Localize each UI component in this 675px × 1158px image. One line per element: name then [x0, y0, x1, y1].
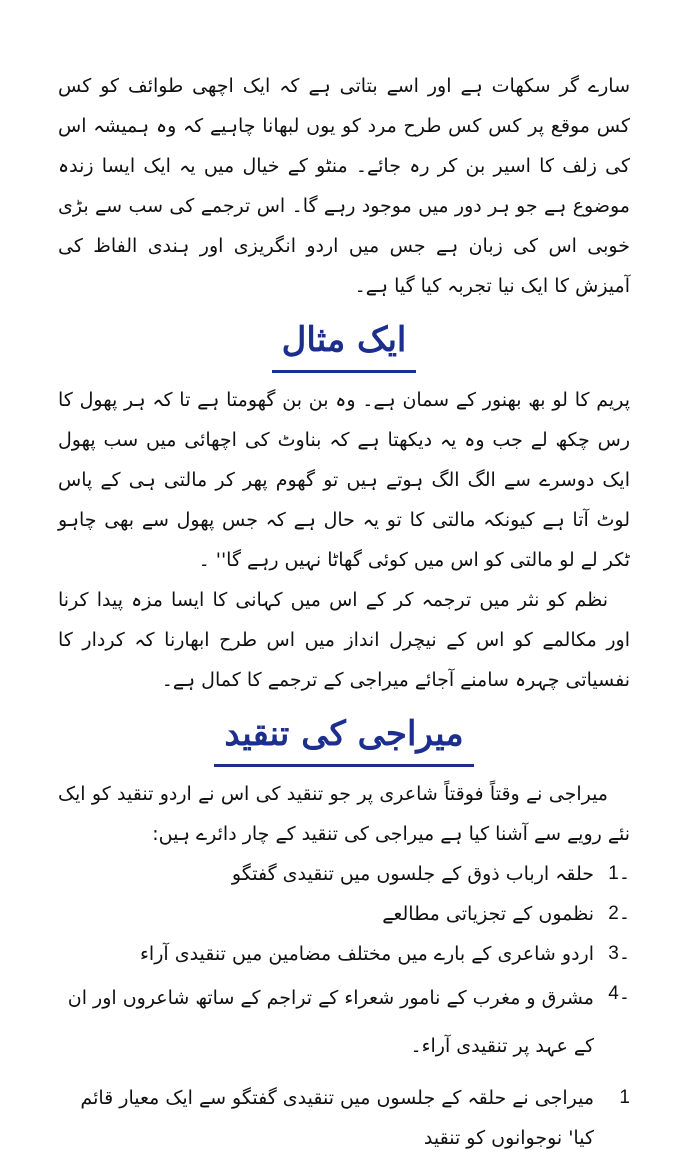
list-item-text: حلقہ ارباب ذوق کے جلسوں میں تنقیدی گفتگو	[231, 863, 594, 885]
list-item-number: 4۔	[608, 983, 630, 1004]
list-item-text: نظموں کے تجزیاتی مطالعے	[382, 903, 594, 925]
list-item	[58, 934, 630, 974]
list-item-text: اردو شاعری کے بارے میں مختلف مضامین میں تنقیدی آراء	[140, 943, 594, 965]
list-item-number: 1۔	[608, 863, 630, 884]
intro-paragraph: سارے گر سکھات ہے اور اسے بتاتی ہے کہ ایک اچھی طوائف کو کس کس موقع پر کس کس طرح مرد کو یوں لبھانا چاہیے کہ وہ ہمیشہ اس کی زلف کا اسیر بن کر رہ جائے۔ منٹو کے خیال میں یہ ایک ایسا زندہ موضوع ہے جو ہر دور میں موجود رہے گا۔ اس ترجمے کی سب سے بڑی خوبی اس کی زبان ہے جس میں اردو انگریزی اور ہندی الفاظ کی آمیزش کا ایک نیا تجربہ کیا گیا ہے۔	[58, 75, 630, 297]
criticism-list	[58, 854, 630, 1070]
list-item	[58, 894, 630, 934]
list-item-number: 2۔	[608, 903, 630, 924]
list-item	[58, 974, 630, 1070]
criticism-intro-paragraph: میراجی نے وقتاً فوقتاً شاعری پر جو تنقید کی اس نے اردو تنقید کو ایک نئے رویے سے آشنا کیا ہے میراجی کی تنقید کے چار دائرے ہیں:	[58, 783, 630, 845]
section-heading-example	[58, 310, 630, 380]
heading-example-text: ایک مثال	[272, 310, 417, 373]
final-paragraph-text: میراجی نے حلقہ کے جلسوں میں تنقیدی گفتگو سے ایک معیار قائم کیا' نوجوانوں کو تنقید	[80, 1087, 594, 1149]
final-numbered-paragraph	[58, 1078, 630, 1158]
list-item	[58, 854, 630, 894]
heading-criticism-text: میراجی کی تنقید	[214, 704, 473, 767]
example-quote-paragraph: پریم کا لو بھ بھنور کے سمان ہے۔ وہ بن بن گھومتا ہے تا کہ ہر پھول کا رس چکھ لے جب وہ یہ دیکھتا ہے کہ بناوٹ کی اچھائی میں سب پھول ایک دوسرے سے الگ الگ ہوتے ہیں تو گھوم پھر کر مالتی ہی کے پاس لوٹ آتا ہے کیونکہ مالتی کا تو یہ حال ہے کہ جس پھول سے بھی چاہو ٹکر لے لو مالتی کو اس میں کوئی گھاٹا نہیں رہے گا'' ۔	[58, 389, 630, 571]
example-comment-paragraph: نظم کو نثر میں ترجمہ کر کے اس میں کہانی کا ایسا مزہ پیدا کرنا اور مکالمے کو اس کے نیچرل انداز میں اس طرح ابھارنا کہ کردار کا نفسیاتی چہرہ سامنے آجائے میراجی کے ترجمے کا کمال ہے۔	[58, 589, 630, 691]
page-content	[58, 66, 630, 1158]
list-item-text: مشرق و مغرب کے نامور شعراء کے تراجم کے ساتھ شاعروں اور ان کے عہد پر تنقیدی آراء۔	[67, 987, 594, 1057]
list-item-number: 3۔	[608, 943, 630, 964]
final-paragraph-number: 1	[619, 1087, 630, 1108]
section-heading-criticism	[58, 704, 630, 774]
